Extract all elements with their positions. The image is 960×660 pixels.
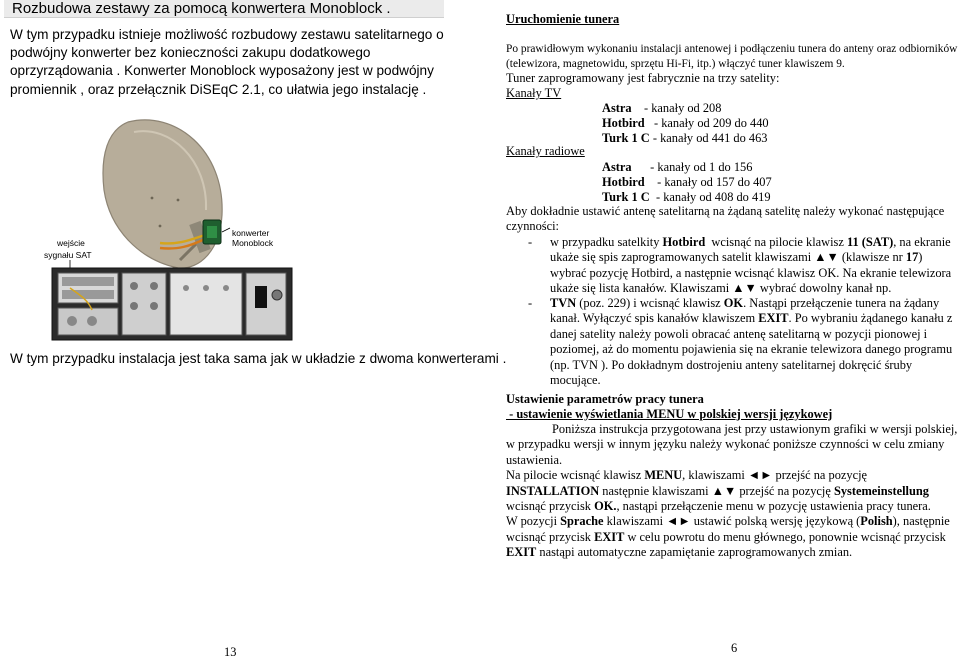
- satellite-name: Astra: [602, 101, 632, 115]
- separator: -: [631, 101, 649, 115]
- settings-subheading: - ustawienie wyświetlania MENU w polskiej wersji językowej: [506, 407, 833, 421]
- input-label-line2: sygnału SAT: [44, 250, 92, 260]
- list-dash: -: [528, 296, 533, 310]
- tuning-intro-paragraph: Aby dokładnie ustawić antenę satelitarną na żądaną satelitę należy wykonać następujące czynności:: [506, 204, 945, 234]
- tv-channels-heading: Kanały TV: [506, 86, 562, 100]
- satellite-name: Turk 1 C: [602, 190, 650, 204]
- satellite-name: Turk 1 C: [602, 131, 650, 145]
- left-page-title: Rozbudowa zestawy za pomocą konwertera Monoblock .: [4, 0, 444, 18]
- channel-range: kanały od 209 do 440: [661, 116, 769, 130]
- separator: -: [631, 160, 655, 174]
- page-number-left: 13: [224, 645, 237, 659]
- settings-paragraph-1: Poniższa instrukcja przygotowana jest przy ustawionym grafiki w wersji polskiej, w przypadku wersji w innym języku należy wykonać poniższe czynności w celu zmiany ustawienia.: [506, 422, 958, 467]
- input-label-line1: wejście: [57, 238, 85, 248]
- settings-paragraph-3: W pozycji Sprache klawiszami ◄► ustawić polską wersję językową (Polish), następnie wcisnąć przycisk EXIT w celu powrotu do menu głównego, ponownie wcisnąć przycisk EXIT nastąpi automatyczne zapamiętanie zaprogramowanych zmian.: [506, 514, 950, 560]
- startup-paragraph: Po prawidłowym wykonaniu instalacji antenowej i podłączeniu tunera do anteny oraz odbiorników (telewizora, magnetowidu, sprzętu Hi-Fi, itp.) włączyć tuner klawiszem 9.: [506, 43, 958, 71]
- radio-channel-row: [602, 175, 772, 190]
- satellite-name: Hotbird: [602, 116, 645, 130]
- satellite-installation-figure: [0, 110, 440, 345]
- tv-channel-row: [602, 131, 767, 146]
- tv-channel-row: [602, 101, 721, 116]
- satellite-name: Astra: [602, 160, 632, 174]
- settings-instructions: [506, 422, 958, 561]
- page-number-right: 6: [731, 641, 738, 655]
- settings-heading: Ustawienie parametrów pracy tunera: [506, 392, 704, 406]
- monoblock-lnb: [203, 220, 221, 244]
- channel-range: kanały od 1 do 156: [657, 160, 753, 174]
- section-heading-tuner-startup: Uruchomienie tunera: [506, 12, 620, 26]
- channel-range: kanały od 408 do 419: [663, 190, 771, 204]
- list-dash: -: [528, 235, 533, 249]
- channel-range: kanały od 208: [651, 101, 722, 115]
- tuning-step-2-text: TVN (poz. 229) i wcisnąć klawisz OK. Nastąpi przełączenie tunera na żądany kanał. Wyłączyć spis kanałów klawiszem EXIT. Po wybraniu żądanego kanału z danej satelity należy powoli obracać antenę satelitarną w pozycji pionowej i poziomej, aż do momentu pojawienia się na ekranie telewizora danego programu (np. TVN ). Po dokładnym dostrojeniu anteny satelitarnej dokręcić śruby mocujące.: [550, 296, 953, 388]
- lnb-label-line2: Monoblock: [232, 238, 274, 248]
- settings-paragraph-2: Na pilocie wcisnąć klawisz MENU, klawiszami ◄► przejść na pozycję INSTALLATION następnie klawiszami ▲▼ przejść na pozycję Systemeinstellung wcisnąć przycisk OK., nastąpi przełączenie menu w pozycję ustawienia pracy tunera.: [506, 468, 931, 514]
- channel-range: kanały od 157 do 407: [664, 175, 772, 189]
- separator: -: [649, 131, 657, 145]
- radio-channel-row: [602, 160, 752, 175]
- separator: -: [649, 190, 661, 204]
- lnb-label-line1: konwerter: [232, 228, 270, 238]
- radio-channels-heading: Kanały radiowe: [506, 144, 585, 158]
- separator: -: [644, 116, 659, 130]
- satellites-intro: Tuner zaprogramowany jest fabrycznie na trzy satelity:: [506, 71, 780, 85]
- left-intro-paragraph: W tym przypadku istnieje możliwość rozbudowy zestawu satelitarnego o podwójny konwerter bez konieczności zakupu dodatkowego oprzyrządowania . Konwerter Monoblock wyposażony jest w podwójny promiennik , oraz przełącznik DiSEqC 2.1, co ułatwia jego instalację .: [10, 27, 444, 97]
- tuning-step-2: [506, 296, 960, 386]
- satellite-name: Hotbird: [602, 175, 645, 189]
- channel-range: kanały od 441 do 463: [660, 131, 768, 145]
- separator: -: [644, 175, 662, 189]
- left-note-paragraph: W tym przypadku instalacja jest taka sama jak w układzie z dwoma konwerterami .: [10, 351, 507, 366]
- satellite-dish: [103, 120, 222, 268]
- tv-channel-row: [602, 116, 769, 131]
- tuning-step-1-text: w przypadku satelkity Hotbird wcisnąć na pilocie klawisz 11 (SAT), na ekranie ukaże się spis zaprogramowanych satelit klawiszami ▲▼ (klawisze nr 17) wybrać pozycję Hotbird, a następnie wcisnąć klawisz OK. Na ekranie telewizora ukaże się lista kanałów. Klawiszami ▲▼ wybrać dowolny kanał np.: [550, 235, 952, 296]
